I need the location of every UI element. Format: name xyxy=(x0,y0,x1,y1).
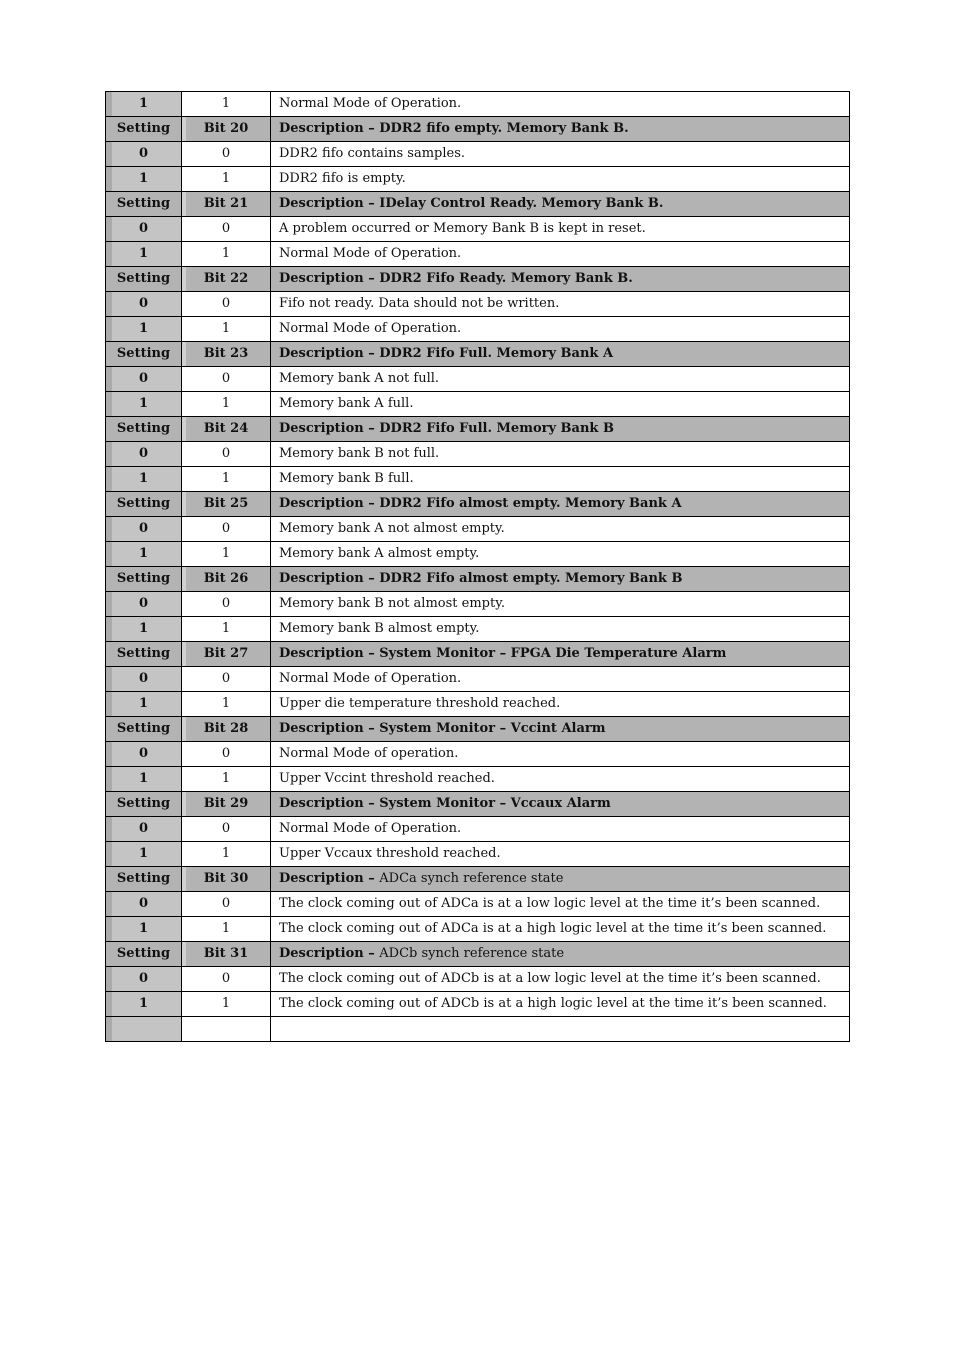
description-cell xyxy=(271,167,850,192)
bit-cell: 1 xyxy=(182,92,271,117)
setting-cell: 1 xyxy=(106,167,182,192)
description-cell xyxy=(271,792,850,817)
table-row xyxy=(106,892,850,917)
setting-cell: 1 xyxy=(106,617,182,642)
description-text: Memory bank B not full. xyxy=(279,446,440,461)
table-row xyxy=(106,167,850,192)
table-header-row xyxy=(106,792,850,817)
bit-cell: Bit 21 xyxy=(182,192,271,217)
setting-cell: 1 xyxy=(106,467,182,492)
setting-cell: 0 xyxy=(106,742,182,767)
bit-cell: 0 xyxy=(182,367,271,392)
setting-cell xyxy=(106,1017,182,1042)
description-text: Upper die temperature threshold reached. xyxy=(279,696,561,711)
table-header-row xyxy=(106,342,850,367)
description-text: Upper Vccaux threshold reached. xyxy=(279,846,501,861)
bit-cell: 1 xyxy=(182,617,271,642)
description-text: Description – DDR2 Fifo Full. Memory Bank A xyxy=(279,346,614,361)
table-row xyxy=(106,292,850,317)
description-cell xyxy=(271,292,850,317)
table-row xyxy=(106,317,850,342)
table-header-row xyxy=(106,942,850,967)
table-header-row xyxy=(106,567,850,592)
description-text: Description – System Monitor – Vccaux Alarm xyxy=(279,796,611,811)
description-cell xyxy=(271,592,850,617)
description-cell xyxy=(271,667,850,692)
table-header-row xyxy=(106,417,850,442)
bit-cell: 0 xyxy=(182,142,271,167)
description-cell xyxy=(271,242,850,267)
description-text: Memory bank A full. xyxy=(279,396,414,411)
table-row xyxy=(106,992,850,1017)
description-cell xyxy=(271,917,850,942)
setting-cell: 1 xyxy=(106,242,182,267)
bit-cell: 1 xyxy=(182,842,271,867)
description-cell xyxy=(271,117,850,142)
bit-cell: 0 xyxy=(182,742,271,767)
description-text: Memory bank B almost empty. xyxy=(279,621,480,636)
bit-cell: 1 xyxy=(182,392,271,417)
setting-cell: Setting xyxy=(106,792,182,817)
description-text: Description – System Monitor – Vccint Alarm xyxy=(279,721,606,736)
description-cell xyxy=(271,192,850,217)
description-cell xyxy=(271,817,850,842)
bit-cell: 1 xyxy=(182,767,271,792)
bit-cell: Bit 22 xyxy=(182,267,271,292)
setting-cell: 1 xyxy=(106,392,182,417)
bit-cell: 0 xyxy=(182,217,271,242)
setting-cell: 1 xyxy=(106,767,182,792)
bit-cell: 0 xyxy=(182,817,271,842)
bit-cell: Bit 29 xyxy=(182,792,271,817)
register-bit-table xyxy=(105,91,850,1042)
description-text: Description – DDR2 Fifo Full. Memory Bank B xyxy=(279,421,614,436)
setting-cell: 0 xyxy=(106,667,182,692)
setting-cell: Setting xyxy=(106,867,182,892)
table-row xyxy=(106,842,850,867)
description-cell xyxy=(271,492,850,517)
description-cell xyxy=(271,392,850,417)
table-row xyxy=(106,442,850,467)
description-text: Description – DDR2 fifo empty. Memory Bank B. xyxy=(279,121,629,136)
setting-cell: Setting xyxy=(106,492,182,517)
description-text: Normal Mode of Operation. xyxy=(279,671,462,686)
bit-cell: Bit 23 xyxy=(182,342,271,367)
table-row xyxy=(106,767,850,792)
description-text: Memory bank B full. xyxy=(279,471,414,486)
table-row xyxy=(106,242,850,267)
bit-cell: Bit 20 xyxy=(182,117,271,142)
bit-cell: 0 xyxy=(182,517,271,542)
table-row xyxy=(106,1017,850,1042)
table-header-row xyxy=(106,642,850,667)
setting-cell: 0 xyxy=(106,967,182,992)
table-header-row xyxy=(106,192,850,217)
description-cell xyxy=(271,742,850,767)
description-text: Fifo not ready. Data should not be written. xyxy=(279,296,560,311)
description-text: DDR2 fifo contains samples. xyxy=(279,146,465,161)
setting-cell: Setting xyxy=(106,117,182,142)
bit-cell: Bit 24 xyxy=(182,417,271,442)
description-cell xyxy=(271,517,850,542)
setting-cell: 0 xyxy=(106,142,182,167)
bit-cell: 0 xyxy=(182,967,271,992)
setting-cell: Setting xyxy=(106,417,182,442)
setting-cell: Setting xyxy=(106,192,182,217)
setting-cell: 0 xyxy=(106,442,182,467)
table-row xyxy=(106,92,850,117)
bit-cell: 0 xyxy=(182,442,271,467)
description-cell xyxy=(271,217,850,242)
description-text: Description – System Monitor – FPGA Die Temperature Alarm xyxy=(279,646,727,661)
table-row xyxy=(106,742,850,767)
setting-cell: 1 xyxy=(106,992,182,1017)
description-cell xyxy=(271,542,850,567)
setting-cell: 1 xyxy=(106,842,182,867)
description-text: Normal Mode of Operation. xyxy=(279,246,462,261)
description-cell xyxy=(271,317,850,342)
table-row xyxy=(106,367,850,392)
description-text: Description – DDR2 Fifo almost empty. Memory Bank A xyxy=(279,496,682,511)
setting-cell: 1 xyxy=(106,542,182,567)
description-detail-text: ADCa synch reference state xyxy=(379,871,564,886)
description-cell xyxy=(271,867,850,892)
table-row xyxy=(106,667,850,692)
table-row xyxy=(106,517,850,542)
bit-cell: Bit 30 xyxy=(182,867,271,892)
description-cell xyxy=(271,842,850,867)
description-text: DDR2 fifo is empty. xyxy=(279,171,406,186)
setting-cell: 0 xyxy=(106,517,182,542)
table-row xyxy=(106,617,850,642)
table-row xyxy=(106,142,850,167)
description-text: Description – xyxy=(279,946,380,961)
table-row xyxy=(106,542,850,567)
setting-cell: 0 xyxy=(106,292,182,317)
description-cell xyxy=(271,767,850,792)
description-cell xyxy=(271,417,850,442)
setting-cell: 1 xyxy=(106,92,182,117)
table-header-row xyxy=(106,867,850,892)
description-cell xyxy=(271,342,850,367)
bit-cell: 0 xyxy=(182,592,271,617)
bit-cell: 1 xyxy=(182,992,271,1017)
bit-cell: 1 xyxy=(182,167,271,192)
description-text: A problem occurred or Memory Bank B is kept in reset. xyxy=(279,221,646,236)
bit-cell: 0 xyxy=(182,892,271,917)
description-text: The clock coming out of ADCb is at a low logic level at the time it’s been scanned. xyxy=(279,971,821,986)
description-cell xyxy=(271,367,850,392)
description-cell xyxy=(271,267,850,292)
setting-cell: Setting xyxy=(106,942,182,967)
table-row xyxy=(106,467,850,492)
description-cell xyxy=(271,642,850,667)
table-header-row xyxy=(106,267,850,292)
description-cell xyxy=(271,467,850,492)
setting-cell: 0 xyxy=(106,892,182,917)
description-cell xyxy=(271,692,850,717)
description-cell xyxy=(271,717,850,742)
setting-cell: 1 xyxy=(106,692,182,717)
description-text: Description – DDR2 Fifo almost empty. Memory Bank B xyxy=(279,571,683,586)
bit-cell: 1 xyxy=(182,692,271,717)
bit-cell xyxy=(182,1017,271,1042)
table-row xyxy=(106,592,850,617)
description-cell xyxy=(271,442,850,467)
description-text: Normal Mode of Operation. xyxy=(279,96,462,111)
description-text: The clock coming out of ADCa is at a high logic level at the time it’s been scanned. xyxy=(279,921,827,936)
description-text: Memory bank B not almost empty. xyxy=(279,596,505,611)
bit-cell: Bit 26 xyxy=(182,567,271,592)
table-header-row xyxy=(106,717,850,742)
bit-cell: Bit 31 xyxy=(182,942,271,967)
description-text: Normal Mode of Operation. xyxy=(279,321,462,336)
bit-cell: 1 xyxy=(182,467,271,492)
setting-cell: Setting xyxy=(106,342,182,367)
bit-cell: 1 xyxy=(182,917,271,942)
bit-cell: Bit 28 xyxy=(182,717,271,742)
table-row xyxy=(106,392,850,417)
bit-cell: 0 xyxy=(182,292,271,317)
setting-cell: Setting xyxy=(106,267,182,292)
table-row xyxy=(106,692,850,717)
table-row xyxy=(106,967,850,992)
bit-cell: 1 xyxy=(182,317,271,342)
description-text: Memory bank A almost empty. xyxy=(279,546,480,561)
description-cell xyxy=(271,567,850,592)
table-body xyxy=(106,92,850,1042)
bit-cell: 0 xyxy=(182,667,271,692)
setting-cell: 0 xyxy=(106,217,182,242)
description-text: The clock coming out of ADCb is at a high logic level at the time it’s been scanned. xyxy=(279,996,827,1011)
description-text: Upper Vccint threshold reached. xyxy=(279,771,495,786)
setting-cell: 0 xyxy=(106,367,182,392)
table-header-row xyxy=(106,492,850,517)
setting-cell: Setting xyxy=(106,717,182,742)
table-row xyxy=(106,817,850,842)
setting-cell: 1 xyxy=(106,917,182,942)
description-cell xyxy=(271,942,850,967)
description-cell xyxy=(271,142,850,167)
setting-cell: 0 xyxy=(106,592,182,617)
description-detail-text: ADCb synch reference state xyxy=(379,946,565,961)
bit-cell: Bit 27 xyxy=(182,642,271,667)
setting-cell: Setting xyxy=(106,567,182,592)
description-cell xyxy=(271,967,850,992)
description-text: Description – DDR2 Fifo Ready. Memory Bank B. xyxy=(279,271,633,286)
description-cell xyxy=(271,1017,850,1042)
description-text: Description – xyxy=(279,871,380,886)
setting-cell: 0 xyxy=(106,817,182,842)
description-text: Memory bank A not almost empty. xyxy=(279,521,505,536)
table-row xyxy=(106,917,850,942)
setting-cell: Setting xyxy=(106,642,182,667)
bit-cell: 1 xyxy=(182,242,271,267)
description-cell xyxy=(271,617,850,642)
bit-cell: Bit 25 xyxy=(182,492,271,517)
setting-cell: 1 xyxy=(106,317,182,342)
table-header-row xyxy=(106,117,850,142)
description-cell xyxy=(271,92,850,117)
table-row xyxy=(106,217,850,242)
description-text: Normal Mode of operation. xyxy=(279,746,459,761)
description-cell xyxy=(271,992,850,1017)
description-text: Normal Mode of Operation. xyxy=(279,821,462,836)
description-text: The clock coming out of ADCa is at a low logic level at the time it’s been scanned. xyxy=(279,896,821,911)
description-cell xyxy=(271,892,850,917)
description-text: Memory bank A not full. xyxy=(279,371,440,386)
description-text: Description – IDelay Control Ready. Memory Bank B. xyxy=(279,196,664,211)
bit-cell: 1 xyxy=(182,542,271,567)
